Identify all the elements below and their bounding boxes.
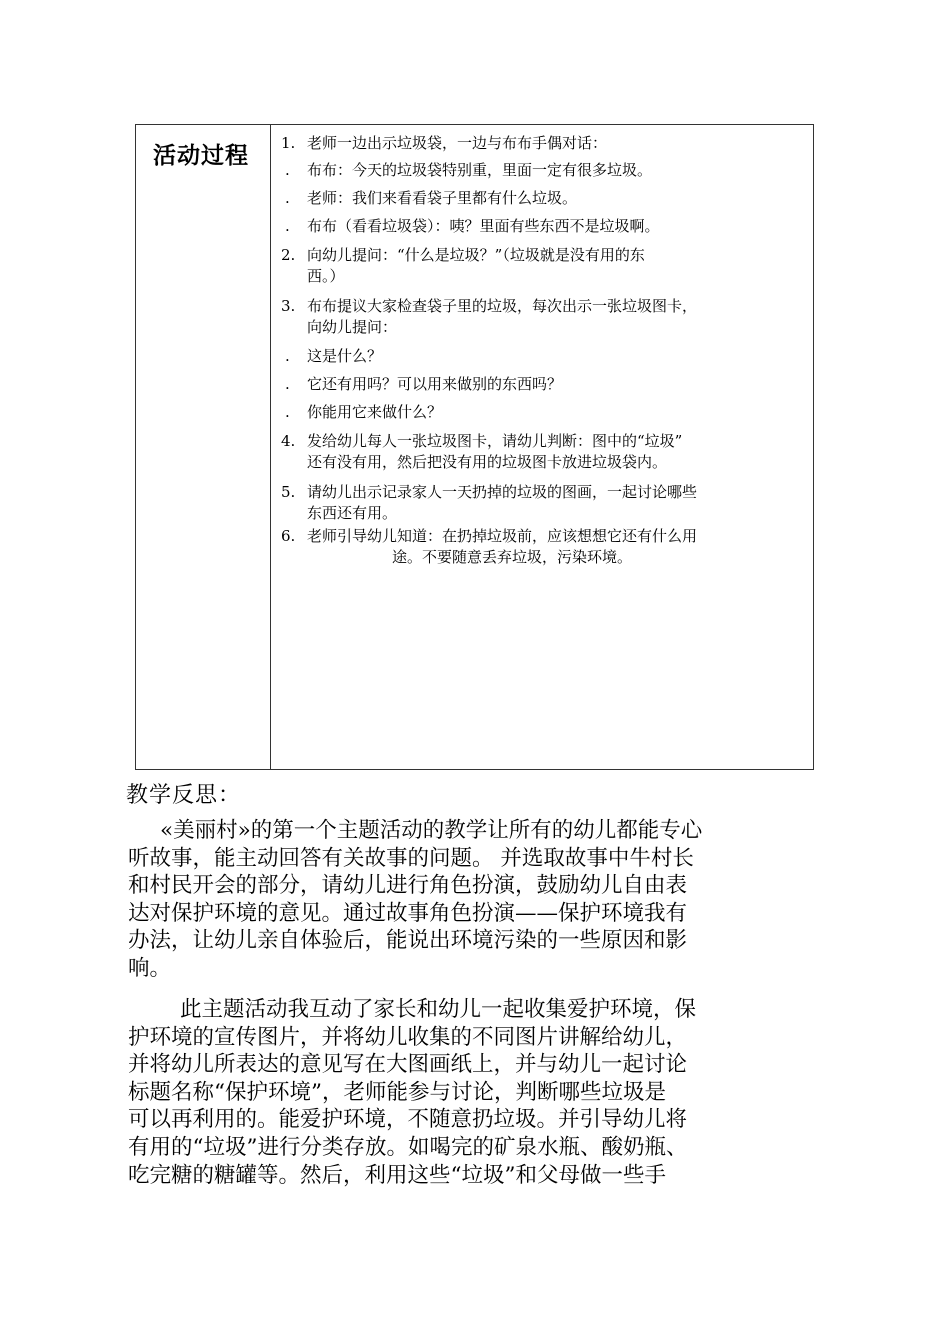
paragraph-line: 标题名称“保护环境”，老师能参与讨论，判断哪些垃圾是	[128, 1079, 666, 1105]
step-text-continued: 还有没有用，然后把没有用的垃圾图卡放进垃圾袋内。	[307, 453, 668, 471]
step-text-continued: 西。）	[307, 267, 345, 285]
step-number: 4.	[281, 432, 296, 450]
step-3	[281, 296, 697, 338]
paragraph-line: 听故事，能主动回答有关故事的问题。 并选取故事中牛村长	[128, 845, 694, 871]
paragraph-line: 和村民开会的部分，请幼儿进行角色扮演，鼓励幼儿自由表	[128, 873, 688, 899]
paragraph-line: 吃完糖的糖罐等。然后，利用这些“垃圾”和父母做一些手	[128, 1162, 666, 1188]
step-question-2	[285, 374, 562, 395]
step-text: 老师：我们来看看袋子里都有什么垃圾。	[307, 189, 578, 207]
paragraph-line: 护环境的宣传图片，并将幼儿收集的不同图片讲解给幼儿，	[128, 1024, 688, 1050]
step-text-continued: 东西还有用。	[307, 504, 398, 522]
step-question-1	[285, 346, 382, 367]
step-number: 2.	[281, 246, 296, 264]
step-2	[281, 245, 645, 287]
activity-label-cell	[136, 125, 271, 769]
activity-content-cell	[271, 125, 813, 769]
step-text: 发给幼儿每人一张垃圾图卡，请幼儿判断：图中的“垃圾”	[307, 432, 683, 450]
step-text: 老师引导幼儿知道：在扔掉垃圾前，应该想想它还有什么用	[307, 527, 698, 545]
step-question-3	[285, 402, 442, 423]
step-text: 布布（看看垃圾袋）：咦？里面有些东西不是垃圾啊。	[307, 217, 660, 235]
bullet-dot: .	[285, 189, 290, 207]
paragraph-line: 可以再利用的。能爱护环境，不随意扔垃圾。并引导幼儿将	[128, 1107, 688, 1133]
step-number: 3.	[281, 297, 296, 315]
bullet-dot: .	[285, 217, 290, 235]
paragraph-line: 响。	[128, 955, 172, 981]
paragraph-line: «美丽村»的第一个主题活动的教学让所有的幼儿都能专心	[160, 818, 703, 843]
bullet-dot: .	[285, 403, 290, 421]
step-dialogue-1	[285, 160, 652, 181]
paragraph-line: 有用的“垃圾”进行分类存放。如喝完的矿泉水瓶、酸奶瓶、	[128, 1134, 688, 1160]
bullet-dot: .	[285, 375, 290, 393]
paragraph-line: 办法，让幼儿亲自体验后，能说出环境污染的一些原因和影	[128, 928, 688, 954]
bullet-dot: .	[285, 161, 290, 179]
step-text: 这是什么？	[307, 347, 383, 365]
step-1	[281, 133, 607, 154]
step-text: 你能用它来做什么？	[307, 403, 443, 421]
step-dialogue-3	[285, 216, 660, 237]
step-4	[281, 431, 682, 473]
step-6	[281, 526, 697, 568]
step-number: 6.	[281, 527, 296, 545]
activity-table	[135, 124, 814, 770]
activity-label: 活动过程	[153, 143, 249, 169]
bullet-dot: .	[285, 347, 290, 365]
step-text: 向幼儿提问：“什么是垃圾？”（垃圾就是没有用的东	[307, 246, 645, 264]
step-5	[281, 482, 697, 524]
step-text: 老师一边出示垃圾袋，一边与布布手偶对话：	[307, 134, 608, 152]
reflection-paragraph-1	[128, 817, 818, 983]
paragraph-line: 并将幼儿所表达的意见写在大图画纸上，并与幼儿一起讨论	[128, 1052, 688, 1078]
reflection-title: 教学反思：	[126, 783, 242, 808]
step-number: 5.	[281, 483, 296, 501]
step-text-continued: 途。不要随意丢弃垃圾，污染环境。	[392, 548, 633, 566]
paragraph-line: 达对保护环境的意见。通过故事角色扮演——保护环境我有	[128, 900, 688, 926]
reflection-paragraph-2	[128, 996, 818, 1189]
step-dialogue-2	[285, 188, 577, 209]
paragraph-line: 此主题活动我互动了家长和幼儿一起收集爱护环境，保	[180, 997, 697, 1022]
step-text: 布布：今天的垃圾袋特别重，里面一定有很多垃圾。	[307, 161, 653, 179]
step-text-continued: 向幼儿提问：	[307, 318, 398, 336]
step-text: 请幼儿出示记录家人一天扔掉的垃圾的图画，一起讨论哪些	[307, 483, 698, 501]
step-text: 布布提议大家检查袋子里的垃圾，每次出示一张垃圾图卡，	[307, 297, 698, 315]
step-text: 它还有用吗？可以用来做别的东西吗？	[307, 375, 563, 393]
step-number: 1.	[281, 134, 296, 152]
